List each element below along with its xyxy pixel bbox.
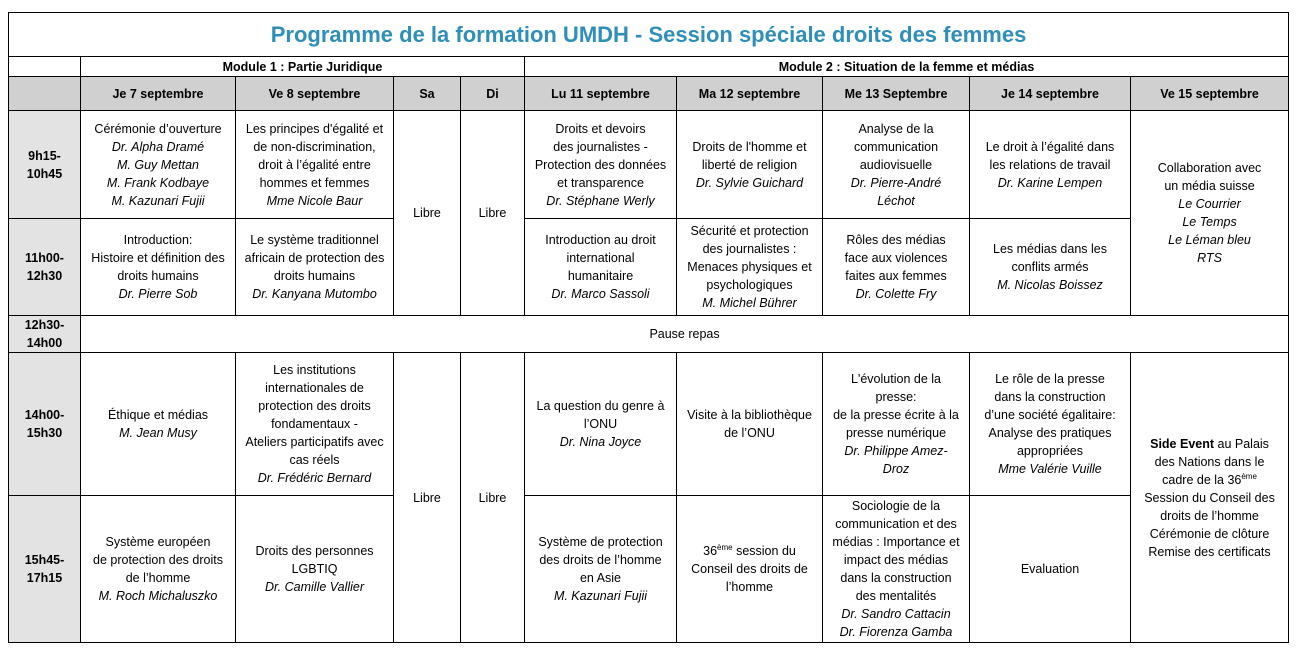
session-cell <box>525 111 677 219</box>
speaker: Dr. Alpha Dramé <box>111 139 205 154</box>
session-cell <box>823 111 970 219</box>
session-title: protection des droits <box>258 399 371 413</box>
session-title <box>1134 471 1285 489</box>
session-title: l’ONU <box>583 417 618 431</box>
session-title: Droits et devoirs <box>555 121 646 136</box>
session-title: cas réels <box>289 453 340 467</box>
session-title: presse numérique <box>845 426 947 440</box>
session-cell <box>970 353 1131 496</box>
session-title: Analyse des pratiques <box>988 426 1112 440</box>
session-cell <box>1131 353 1289 643</box>
session-title: un média suisse <box>1164 179 1255 193</box>
session-title: communication et des <box>835 517 957 531</box>
speaker: Dr. Nina Joyce <box>559 435 642 449</box>
session-cell <box>81 353 236 496</box>
session-title: Ateliers participatifs avec <box>245 435 384 449</box>
session-cell <box>1131 111 1289 316</box>
session-title: La question du genre à <box>536 399 665 413</box>
speaker: Léchot <box>877 193 915 208</box>
speaker: Dr. Sandro Cattacin <box>841 607 951 621</box>
speaker: M. Nicolas Boissez <box>997 278 1103 292</box>
session-cell <box>81 111 236 219</box>
session-title: Le droit à l’égalité dans <box>985 139 1115 154</box>
session-cell <box>236 353 394 496</box>
session-title: audiovisuelle <box>859 157 933 172</box>
module-1-header: Module 1 : Partie Juridique <box>81 57 525 77</box>
session-title-part: au Palais <box>1214 436 1269 451</box>
session-title: africain de protection des <box>244 251 385 265</box>
session-title: d’une société égalitaire: <box>984 408 1116 422</box>
time-slot: 15h45- 17h15 <box>9 496 81 643</box>
speaker: Mme Nicole Baur <box>266 193 363 208</box>
session-title: les relations de travail <box>989 157 1111 172</box>
session-title: Histoire et définition des <box>91 251 225 265</box>
media-name: Le Courrier <box>1178 197 1241 211</box>
speaker: M. Frank Kodbaye <box>106 175 210 190</box>
speaker: Dr. Fiorenza Gamba <box>839 625 953 639</box>
session-title: Les institutions <box>273 363 356 377</box>
libre-cell: Libre <box>394 353 461 643</box>
session-cell <box>677 111 823 219</box>
session-title <box>1134 435 1285 453</box>
session-title: droits de l’homme <box>1160 508 1259 523</box>
session-cell <box>823 219 970 316</box>
session-title: face aux violences <box>844 251 948 265</box>
libre-cell: Libre <box>461 111 525 316</box>
session-title-part: 36 <box>703 544 718 558</box>
speaker: M. Michel Bührer <box>702 296 797 310</box>
speaker: Dr. Pierre-André <box>850 175 942 190</box>
session-title: des journalistes : <box>702 242 797 256</box>
time-slot: 11h00- 12h30 <box>9 219 81 316</box>
session-title: Visite à la bibliothèque <box>687 408 812 422</box>
day-header: Ve 8 septembre <box>236 77 394 111</box>
session-title: Introduction: <box>123 233 193 247</box>
session-cell <box>236 219 394 316</box>
session-cell <box>970 496 1131 643</box>
session-cell <box>81 496 236 643</box>
speaker: M. Roch Michaluszko <box>98 589 218 603</box>
session-title: Menaces physiques et <box>687 260 812 274</box>
pause-cell: Pause repas <box>81 316 1289 353</box>
speaker: Dr. Sylvie Guichard <box>695 175 804 190</box>
day-header: Ma 12 septembre <box>677 77 823 111</box>
libre-cell: Libre <box>394 111 461 316</box>
day-header: Sa <box>394 77 461 111</box>
session-title: Evaluation <box>1020 562 1080 576</box>
session-cell <box>823 353 970 496</box>
session-title: de l’homme <box>125 571 191 585</box>
corner-cell-day <box>9 77 81 111</box>
session-title: internationales de <box>265 381 364 395</box>
speaker: M. Kazunari Fujii <box>111 193 205 208</box>
libre-cell: Libre <box>461 353 525 643</box>
session-cell <box>677 496 823 643</box>
session-title: Analyse de la <box>858 121 934 136</box>
superscript: ème <box>1241 471 1257 481</box>
speaker: Dr. Colette Fry <box>855 287 937 301</box>
session-title: Les médias dans les <box>993 242 1107 256</box>
session-cell <box>525 353 677 496</box>
day-header: Je 14 septembre <box>970 77 1131 111</box>
session-title: des droits de l’homme <box>539 553 662 567</box>
session-title: Éthique et médias <box>107 408 209 422</box>
session-title: Introduction au droit <box>545 233 656 247</box>
media-name: Le Temps <box>1182 215 1237 229</box>
session-title: dans la construction <box>994 390 1106 404</box>
session-title: hommes et femmes <box>259 175 370 190</box>
session-cell <box>525 219 677 316</box>
speaker: M. Kazunari Fujii <box>553 589 648 603</box>
session-title: LGBTIQ <box>291 562 338 576</box>
session-title: Conseil des droits de <box>691 562 808 576</box>
session-title: et transparence <box>557 175 644 190</box>
session-title: Protection des données <box>534 157 667 172</box>
session-title: Le système traditionnel <box>250 233 379 247</box>
speaker: Dr. Pierre Sob <box>118 287 198 301</box>
speaker: M. Jean Musy <box>119 426 197 440</box>
session-title: Session du Conseil des <box>1144 490 1275 505</box>
media-name: RTS <box>1197 251 1222 265</box>
session-title: Le rôle de la presse <box>995 372 1105 386</box>
speaker: Dr. Karine Lempen <box>997 175 1103 190</box>
speaker: Dr. Stéphane Werly <box>546 193 655 208</box>
session-title: psychologiques <box>706 278 793 292</box>
session-title: Remise des certificats <box>1148 544 1271 559</box>
day-header: Ve 15 septembre <box>1131 77 1289 111</box>
day-header: Me 13 Septembre <box>823 77 970 111</box>
module-2-header: Module 2 : Situation de la femme et médias <box>525 57 1289 77</box>
session-title: liberté de religion <box>701 157 798 172</box>
session-title: l’homme <box>725 580 774 594</box>
session-title: Les principes d'égalité et <box>245 121 384 136</box>
session-title: impact des médias <box>843 553 949 567</box>
session-title: droit à l’égalité entre <box>258 157 371 172</box>
speaker: Dr. Philippe Amez- <box>844 444 948 458</box>
superscript: ème <box>717 542 733 552</box>
speaker: M. Guy Mettan <box>117 157 199 172</box>
session-title: médias : Importance et <box>832 535 960 549</box>
time-slot: 12h30- 14h00 <box>9 316 81 353</box>
session-title: L'évolution de la <box>851 372 941 386</box>
speaker: Dr. Camille Vallier <box>264 580 365 594</box>
session-title: Droits de l'homme et <box>692 139 807 154</box>
session-title: des Nations dans le <box>1154 454 1265 469</box>
session-title: communication <box>853 139 939 154</box>
schedule-table <box>8 12 1289 643</box>
time-slot: 9h15- 10h45 <box>9 111 81 219</box>
media-name: Le Léman bleu <box>1168 233 1251 247</box>
session-title-part: cadre de la 36 <box>1162 472 1242 487</box>
session-title: Droits des personnes <box>255 544 374 558</box>
session-cell <box>970 219 1131 316</box>
session-title: Sociologie de la <box>851 499 941 513</box>
session-title: droits humains <box>117 269 199 283</box>
day-header: Lu 11 septembre <box>525 77 677 111</box>
time-slot: 14h00- 15h30 <box>9 353 81 496</box>
session-title: humanitaire <box>567 269 634 283</box>
corner-cell <box>9 57 81 77</box>
session-title: fondamentaux - <box>271 417 358 431</box>
session-cell <box>81 219 236 316</box>
session-title: dans la construction <box>840 571 952 585</box>
session-title: Système de protection <box>538 535 663 549</box>
session-title: de non-discrimination, <box>253 139 376 154</box>
session-title: Rôles des médias <box>846 233 946 247</box>
speaker: Droz <box>882 462 910 476</box>
session-title: Collaboration avec <box>1157 161 1262 175</box>
session-cell <box>970 111 1131 219</box>
session-title: des journalistes - <box>553 139 648 154</box>
session-title: de l’ONU <box>724 426 775 440</box>
session-cell <box>823 496 970 643</box>
day-header: Di <box>461 77 525 111</box>
session-title: Cérémonie d’ouverture <box>94 121 222 136</box>
session-title: faites aux femmes <box>845 269 947 283</box>
session-cell <box>525 496 677 643</box>
session-title: Système européen <box>105 535 211 549</box>
session-cell <box>236 111 394 219</box>
session-title: Cérémonie de clôture <box>1149 526 1270 541</box>
session-title: international <box>566 251 635 265</box>
session-title: en Asie <box>579 571 621 585</box>
session-title: Sécurité et protection <box>690 224 809 238</box>
speaker: Dr. Kanyana Mutombo <box>252 287 377 301</box>
session-title: presse: <box>875 390 917 404</box>
session-title: de protection des droits <box>93 553 223 567</box>
session-title: conflits armés <box>1011 260 1089 274</box>
session-title <box>680 542 819 560</box>
session-title: des mentalités <box>855 589 937 603</box>
speaker: Mme Valérie Vuille <box>998 462 1102 476</box>
page-title: Programme de la formation UMDH - Session spéciale droits des femmes <box>9 13 1289 57</box>
speaker: Dr. Marco Sassoli <box>551 287 650 301</box>
session-title: droits humains <box>273 269 356 283</box>
session-cell <box>236 496 394 643</box>
speaker: Dr. Frédéric Bernard <box>257 471 372 485</box>
session-cell <box>677 219 823 316</box>
day-header: Je 7 septembre <box>81 77 236 111</box>
session-cell <box>677 353 823 496</box>
side-event-label: Side Event <box>1150 436 1215 451</box>
session-title: de la presse écrite à la <box>833 408 959 422</box>
session-title: appropriées <box>1016 444 1083 458</box>
session-title-part: session du <box>732 544 796 558</box>
